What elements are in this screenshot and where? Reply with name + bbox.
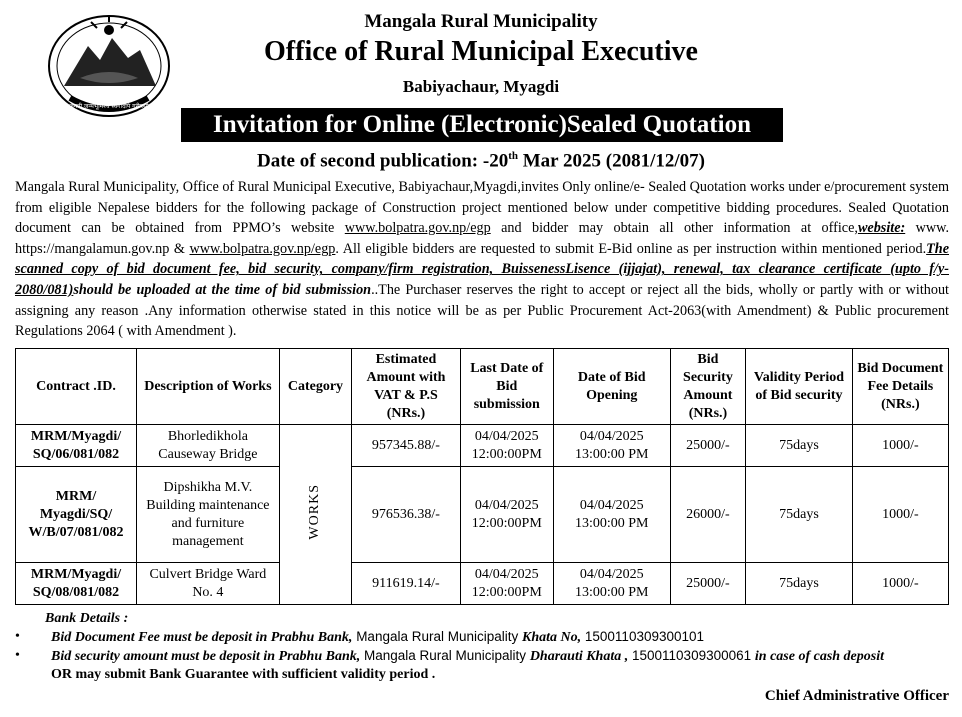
contract-id: MRM/Myagdi/ SQ/08/081/082 xyxy=(16,563,137,605)
bank-details-title: Bank Details : xyxy=(45,611,129,626)
category-cell xyxy=(279,425,351,605)
header-cell: Contract .ID. xyxy=(16,349,137,425)
security-amount: 25000/- xyxy=(670,563,746,605)
notice-banner: Invitation for Online (Electronic)Sealed Quotation xyxy=(181,108,783,142)
estimated-amount: 911619.14/- xyxy=(352,563,461,605)
header-cell: Description of Works xyxy=(137,349,280,425)
work-description: Culvert Bridge Ward No. 4 xyxy=(137,563,280,605)
last-date: 04/04/2025 12:00:00PM xyxy=(460,563,553,605)
bolpatra-link[interactable]: www.bolpatra.gov.np/egp xyxy=(189,240,336,257)
signature: Chief Administrative Officer xyxy=(764,688,949,704)
security-amount: 26000/- xyxy=(670,467,746,563)
emblem-text: जननी जन्मभूमिश्च स्वर्गादपि गरीयसी xyxy=(69,103,149,110)
contract-id: MRM/ Myagdi/SQ/ W/B/07/081/082 xyxy=(16,467,137,563)
estimated-amount: 957345.88/- xyxy=(352,425,461,467)
header-cell: Estimated Amount with VAT & P.S (NRs.) xyxy=(352,349,461,425)
security-amount: 25000/- xyxy=(670,425,746,467)
estimated-amount: 976536.38/- xyxy=(352,467,461,563)
contract-id: MRM/Myagdi/ SQ/06/081/082 xyxy=(16,425,137,467)
work-description: Bhorledikhola Causeway Bridge xyxy=(137,425,280,467)
publication-date: Date of second publication: -20th Mar 2025 (2081/12/07) xyxy=(256,150,705,172)
header-cell: Last Date of Bid submission xyxy=(460,349,553,425)
bank-line-security: • Bid security amount must be deposit in Prabhu Bank, Mangala Rural Municipality Dharauti Khata , 1500110309300061 in case of cash deposit OR may submit Bank Guarantee with sufficient validity period . xyxy=(15,648,884,682)
validity-period: 75days xyxy=(746,467,853,563)
opening-date: 04/04/2025 13:00:00 PM xyxy=(553,563,670,605)
opening-date: 04/04/2025 13:00:00 PM xyxy=(553,425,670,467)
opening-date: 04/04/2025 13:00:00 PM xyxy=(553,467,670,563)
notice-paragraph: Mangala Rural Municipality, Office of Rural Municipal Executive, Babiyachaur,Myagdi,invites Only online/e- Sealed Quotation works under e/procurement system from eligible Nepalese bidders for the following package of Construction project mentioned below under competitive bidding procedures. Sealed Quotation document can be obtained from PPMO’s website www.bolpatra.gov.np/egp and bidder may obtain all other information at office,website: www. https://mangalamun.gov.np & www.bolpatra.gov.np/egp. All eligible bidders are requested to submit E-Bid online as per instruction within mentioned period.The scanned copy of bid document fee, bid security, company/firm registration, BuissenessLisence (ijjajat), renewal, tax clearance certificate (upto f/y- 2080/081)should be uploaded at the time of bid submission..The Purchaser reserves the right to accept or reject all the bids, wholly or partly with or without assigning any reason .Any information otherwise stated in this notice will be as per Public Procurement Act-2063(with Amendment) & Public procurement Regulations 2064 ( with Amendment ). xyxy=(15,179,950,340)
document-fee: 1000/- xyxy=(852,563,948,605)
last-date: 04/04/2025 12:00:00PM xyxy=(460,467,553,563)
header-cell: Bid Document Fee Details (NRs.) xyxy=(852,349,948,425)
bullet-icon: • xyxy=(15,648,20,663)
header-cell: Validity Period of Bid security xyxy=(746,349,853,425)
validity-period: 75days xyxy=(746,425,853,467)
header-cell: Date of Bid Opening xyxy=(553,349,670,425)
municipality-name: Mangala Rural Municipality xyxy=(364,11,598,32)
office-title: Office of Rural Municipal Executive xyxy=(264,36,698,67)
header-cell: Category xyxy=(279,349,351,425)
bullet-icon: • xyxy=(15,629,20,644)
work-description: Dipshikha M.V. Building maintenance and furniture management xyxy=(137,467,280,563)
header-cell: Bid Security Amount (NRs.) xyxy=(670,349,746,425)
document-fee: 1000/- xyxy=(852,425,948,467)
bank-line-fee: • Bid Document Fee must be deposit in Prabhu Bank, Mangala Rural Municipality Khata No, 1500110309300101 xyxy=(15,629,705,645)
category-label: WORKS xyxy=(307,483,323,540)
table-row xyxy=(16,425,949,467)
table-row xyxy=(16,467,949,563)
table-row xyxy=(16,563,949,605)
table-header-row xyxy=(16,349,949,425)
ppmo-link[interactable]: www.bolpatra.gov.np/egp xyxy=(344,220,491,237)
document-fee: 1000/- xyxy=(852,467,948,563)
bid-table xyxy=(15,348,949,605)
bank-details xyxy=(15,610,955,684)
office-location: Babiyachaur, Myagdi xyxy=(402,77,560,96)
last-date: 04/04/2025 12:00:00PM xyxy=(460,425,553,467)
validity-period: 75days xyxy=(746,563,853,605)
